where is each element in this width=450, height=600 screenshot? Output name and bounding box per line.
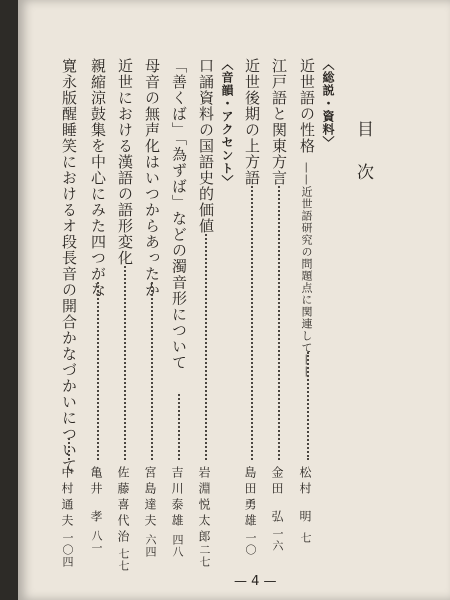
dot-leader	[97, 282, 99, 460]
entry-title: 「善くば」「為ずば」などの濁音形について	[170, 58, 188, 371]
entry-title: 親縮涼鼓集を中心にみた四つがな	[89, 58, 107, 298]
dot-leader	[205, 234, 207, 460]
entry-title: 母音の無声化はいつからあったか	[143, 58, 161, 298]
entry-page: 二七	[198, 544, 211, 568]
dot-leader	[178, 394, 180, 460]
entry-author: 松村	[298, 466, 312, 498]
dot-leader	[151, 282, 153, 460]
entry-page: 一〇	[244, 532, 257, 556]
entry-page: 七七	[117, 548, 130, 572]
entry-page: 七	[299, 532, 312, 544]
entry-author-given: 弘	[270, 510, 284, 526]
page-number: — 4 —	[234, 574, 277, 589]
dot-leader	[251, 186, 253, 460]
entry-title: 近世語の性格	[298, 58, 316, 154]
dot-leader	[68, 438, 70, 460]
entry-title: 近世における漢語の語形変化	[116, 58, 134, 266]
entry-page: 一〇四	[61, 532, 74, 568]
toc-title: 目次	[353, 120, 373, 206]
entry-title: 口誦資料の国語史的価値	[197, 58, 215, 234]
section-heading-general: 〈総説・資料〉	[321, 58, 335, 149]
entry-author-given: 孝	[89, 510, 103, 526]
dot-leader	[278, 186, 280, 460]
entry-author: 岩淵悦太郎	[197, 466, 211, 546]
entry-page: 八一	[90, 530, 103, 554]
entry-author-given: 明	[298, 510, 312, 526]
section-heading-phonology: 〈音韻・アクセント〉	[220, 58, 234, 188]
entry-page: 六四	[144, 534, 157, 558]
entry-author: 金田	[270, 466, 284, 498]
entry-page: 四八	[171, 534, 184, 558]
entry-page: 一六	[271, 528, 284, 552]
dot-leader	[307, 352, 309, 460]
dot-leader	[124, 266, 126, 460]
entry-author: 中村通夫	[60, 466, 74, 530]
entry-title: 江戸語と関東方言	[270, 58, 288, 186]
entry-title: 寛永版醒睡笑におけるオ段長音の開合かなづかいについて	[60, 58, 78, 474]
entry-author: 佐藤喜代治	[116, 466, 130, 546]
document-page	[18, 0, 450, 600]
entry-author: 亀井	[89, 466, 103, 498]
entry-author: 宮島達夫	[143, 466, 157, 530]
entry-subtitle: ——近世語研究の問題点に関連して——	[300, 162, 313, 378]
entry-author: 島田勇雄	[243, 466, 257, 530]
entry-author: 吉川泰雄	[170, 466, 184, 530]
entry-title: 近世後期の上方語	[243, 58, 261, 186]
